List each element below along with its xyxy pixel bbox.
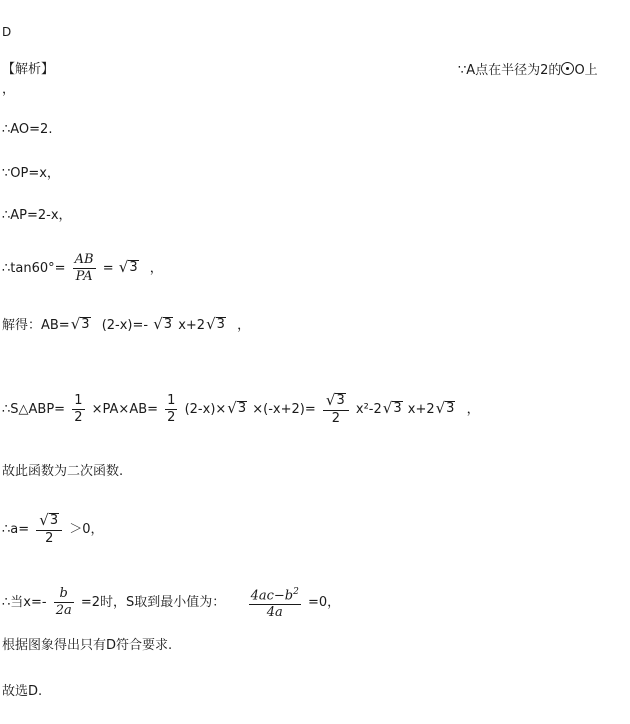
step-solve-ab: [2, 316, 250, 334]
sqrt-3: √ 3: [435, 399, 455, 417]
solve-prefix: 解得：AB=: [2, 318, 70, 333]
fraction-numerator: b: [54, 586, 74, 603]
fraction-numerator: $4ac-b^2$: [249, 584, 301, 605]
step-coefficient-a: [2, 512, 104, 547]
step-ap: ∴AP=2-x，: [2, 208, 72, 223]
header-comma: ，: [2, 82, 16, 97]
sqrt-3: √ 3: [227, 399, 247, 417]
fraction-b-over-2a: [54, 586, 74, 619]
step-ao: ∴AO=2.: [2, 122, 53, 137]
tan-end: ，: [149, 261, 163, 276]
sqrt-3: √ 3: [206, 315, 225, 333]
step-area: [2, 392, 480, 427]
fraction-numerator: [36, 512, 62, 531]
fraction-numerator: 1: [167, 393, 176, 408]
sqrt-3: √ 3: [70, 315, 90, 333]
header-tail-text: ∵A点在半径为2的: [458, 63, 562, 78]
step-final-answer: 故选D.: [2, 684, 43, 699]
coef-post: ＞0，: [69, 522, 104, 537]
area-term-4: x²-2: [355, 402, 382, 417]
fraction-vertex-value: [249, 584, 301, 621]
sqrt-3: √ 3: [153, 315, 173, 333]
analysis-header-label: 【解析】: [2, 62, 55, 77]
fraction-ab-over-pa: [73, 252, 96, 285]
fraction-sqrt3-over-2: [36, 512, 62, 547]
circle-dot-symbol: [561, 62, 574, 75]
fraction-numerator: [323, 392, 349, 411]
sqrt-3: √ 3: [118, 258, 138, 276]
step-quadratic: 故此函数为二次函数.: [2, 464, 124, 479]
solve-mid-2: x+2: [178, 318, 206, 333]
analysis-header-tail: [458, 62, 598, 79]
area-prefix: ∴S△ABP=: [2, 402, 66, 417]
fraction-numerator: 1: [74, 393, 83, 408]
fraction-numerator: AB: [74, 252, 94, 267]
solve-mid-1: (2-x)=-: [101, 318, 149, 333]
step-tan60: [2, 252, 163, 285]
step-minimum: [2, 584, 340, 621]
fraction-sqrt3-over-2: [323, 392, 349, 427]
fraction-denominator: 2: [45, 531, 54, 546]
fraction-denominator: 2a: [55, 603, 72, 619]
min-middle: =2时，S取到最小值为：: [80, 595, 226, 611]
coef-prefix: ∴a=: [2, 522, 30, 537]
fraction-denominator: 2: [331, 411, 340, 426]
area-term-1: ×PA×AB=: [91, 402, 159, 417]
fraction-one-half: [72, 393, 84, 426]
fraction-denominator: 2: [167, 410, 176, 425]
sqrt-3: √ 3: [382, 399, 402, 417]
fraction-one-half: [165, 393, 177, 426]
area-end: ，: [466, 402, 480, 417]
fraction-denominator: 4a: [266, 605, 283, 621]
sqrt-3: √ 3: [39, 511, 59, 529]
sqrt-3: √ 3: [325, 391, 345, 409]
fraction-denominator: 2: [74, 410, 83, 425]
area-term-3: ×(-x+2)=: [252, 402, 316, 417]
equals-sign: =: [102, 261, 114, 276]
area-term-2: (2-x)×: [184, 402, 227, 417]
area-term-5: x+2: [407, 402, 435, 417]
min-prefix: ∴当x=-: [2, 595, 47, 611]
step-op: ∵OP=x，: [2, 166, 60, 181]
solve-end: ，: [237, 318, 251, 333]
fraction-denominator: PA: [75, 269, 93, 284]
answer-letter: D: [2, 25, 12, 39]
tan-prefix: ∴tan60°=: [2, 261, 66, 276]
header-tail-end: O上: [574, 63, 598, 78]
min-end: =0，: [307, 595, 341, 611]
step-graph-conclusion: 根据图象得出只有D符合要求.: [2, 638, 173, 653]
